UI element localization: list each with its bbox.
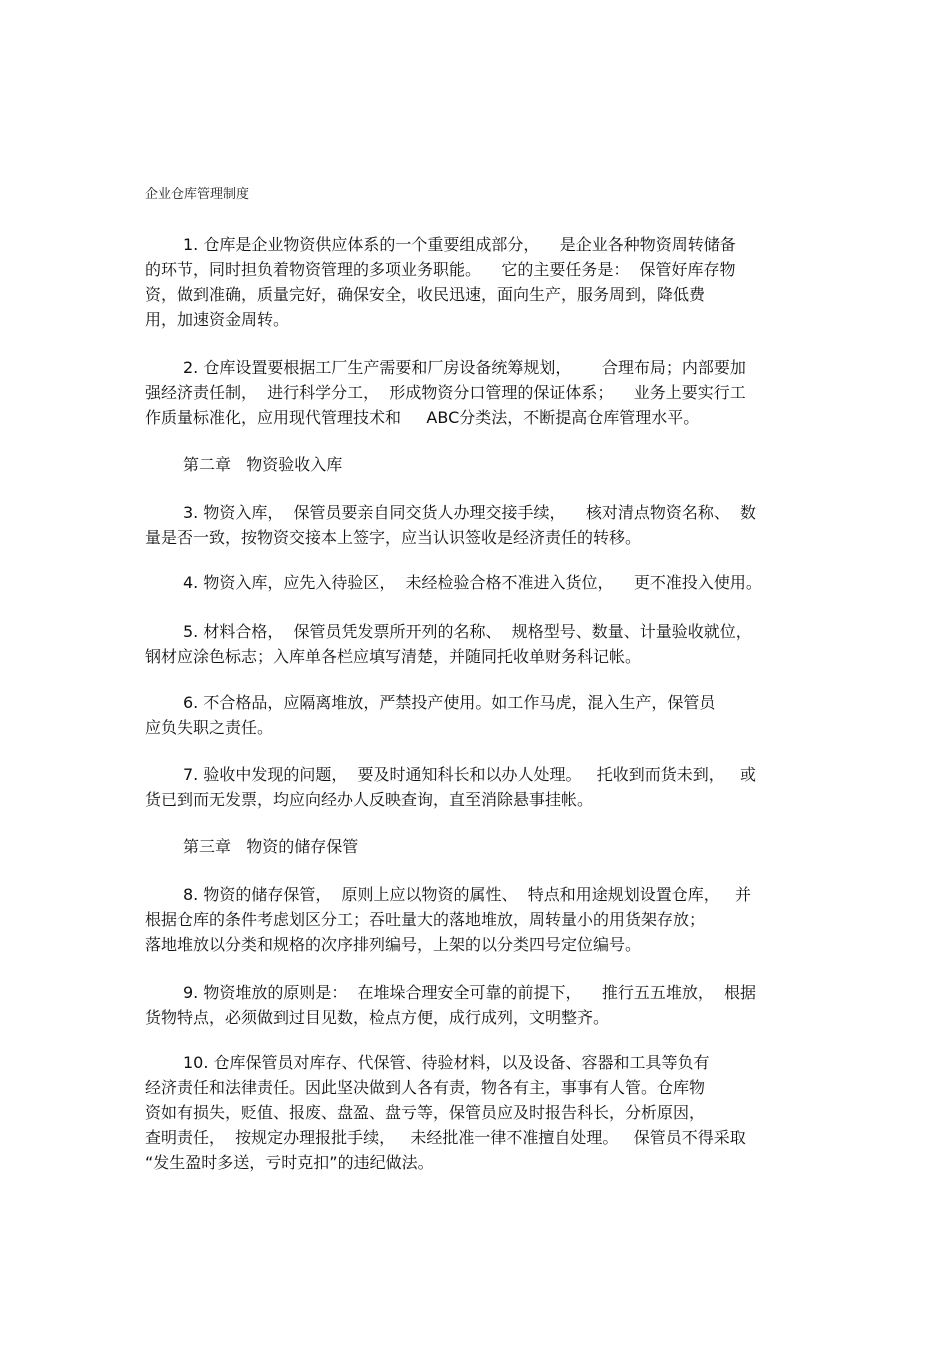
clause-line: 落地堆放以分类和规格的次序排列编号，上架的以分类四号定位编号。 [145,935,642,954]
clause-line: 货物特点，必须做到过目见数，检点方便，成行成列，文明整齐。 [145,1008,610,1027]
clause-6 [145,690,825,740]
clause-line: 5. 材料合格， 保管员凭发票所开列的名称、 规格型号、数量、计量验收就位， [183,622,752,641]
clause-10 [145,1050,825,1175]
clause-line: 经济责任和法律责任。因此坚决做到人各有责，物各有主，事事有人管。仓库物 [145,1078,706,1097]
clause-2 [145,355,825,430]
clause-9 [145,980,825,1030]
clause-line: 9. 物资堆放的原则是： 在堆垛合理安全可靠的前提下， 推行五五堆放， 根据 [183,983,757,1002]
clause-line: 资如有损失，贬值、报废、盘盈、盘亏等，保管员应及时报告科长，分析原因， [145,1103,706,1122]
clause-line: 4. 物资入库，应先入待验区， 未经检验合格不准进入货位， 更不准投入使用。 [183,573,762,592]
clause-line: 根据仓库的条件考虑划区分工；吞吐量大的落地堆放，周转量小的用货架存放； [145,910,706,929]
clause-7 [145,762,825,812]
clause-line: 1. 仓库是企业物资供应体系的一个重要组成部分， 是企业各种物资周转储备 [183,235,736,254]
document-title: 企业仓库管理制度 [145,187,250,202]
clause-3 [145,500,825,550]
clause-line: 量是否一致，按物资交接本上签字，应当认识签收是经济责任的转移。 [145,528,642,547]
chapter-2-heading [145,452,825,477]
clause-line: 资，做到准确，质量完好，确保安全，收民迅速，面向生产，服务周到，降低费 [145,285,706,304]
clause-line: 查明责任， 按规定办理报批手续， 未经批准一律不准擅自处理。 保管员不得采取 [145,1128,746,1147]
clause-line: 货已到而无发票，均应向经办人反映查询，直至消除悬事挂帐。 [145,790,594,809]
clause-line: 6. 不合格品，应隔离堆放，严禁投产使用。如工作马虎，混入生产，保管员 [183,693,716,712]
chapter-3-heading [145,834,825,859]
clause-line: 应负失职之责任。 [145,718,274,737]
clause-line: 强经济责任制， 进行科学分工， 形成物资分口管理的保证体系； 业务上要实行工 [145,383,746,402]
clause-line: 7. 验收中发现的问题， 要及时通知科长和以办人处理。 托收到而货未到， 或 [183,765,757,784]
clause-line: 8. 物资的储存保管， 原则上应以物资的属性、 特点和用途规划设置仓库， 并 [183,885,751,904]
clause-line: 3. 物资入库， 保管员要亲自同交货人办理交接手续， 核对清点物资名称、 数 [183,503,757,522]
clause-1 [145,232,825,332]
clause-5 [145,619,825,669]
clause-line: 10. 仓库保管员对库存、代保管、待验材料，以及设备、容器和工具等负有 [183,1053,710,1072]
clause-line: 钢材应涂色标志；入库单各栏应填写清楚，并随同托收单财务科记帐。 [145,647,642,666]
clause-line: 作质量标准化，应用现代管理技术和 ABC分类法，不断提高仓库管理水平。 [145,408,700,427]
clause-line: 的环节，同时担负着物资管理的多项业务职能。 它的主要任务是： 保管好库存物 [145,260,736,279]
chapter-heading-text: 第三章 物资的储存保管 [183,837,359,856]
clause-line: “发生盈时多送，亏时克扣”的违纪做法。 [145,1153,434,1172]
clause-line: 2. 仓库设置要根据工厂生产需要和厂房设备统筹规划， 合理布局；内部要加 [183,358,746,377]
clause-8 [145,882,825,957]
clause-line: 用，加速资金周转。 [145,310,290,329]
clause-4 [145,570,825,595]
chapter-heading-text: 第二章 物资验收入库 [183,455,343,474]
